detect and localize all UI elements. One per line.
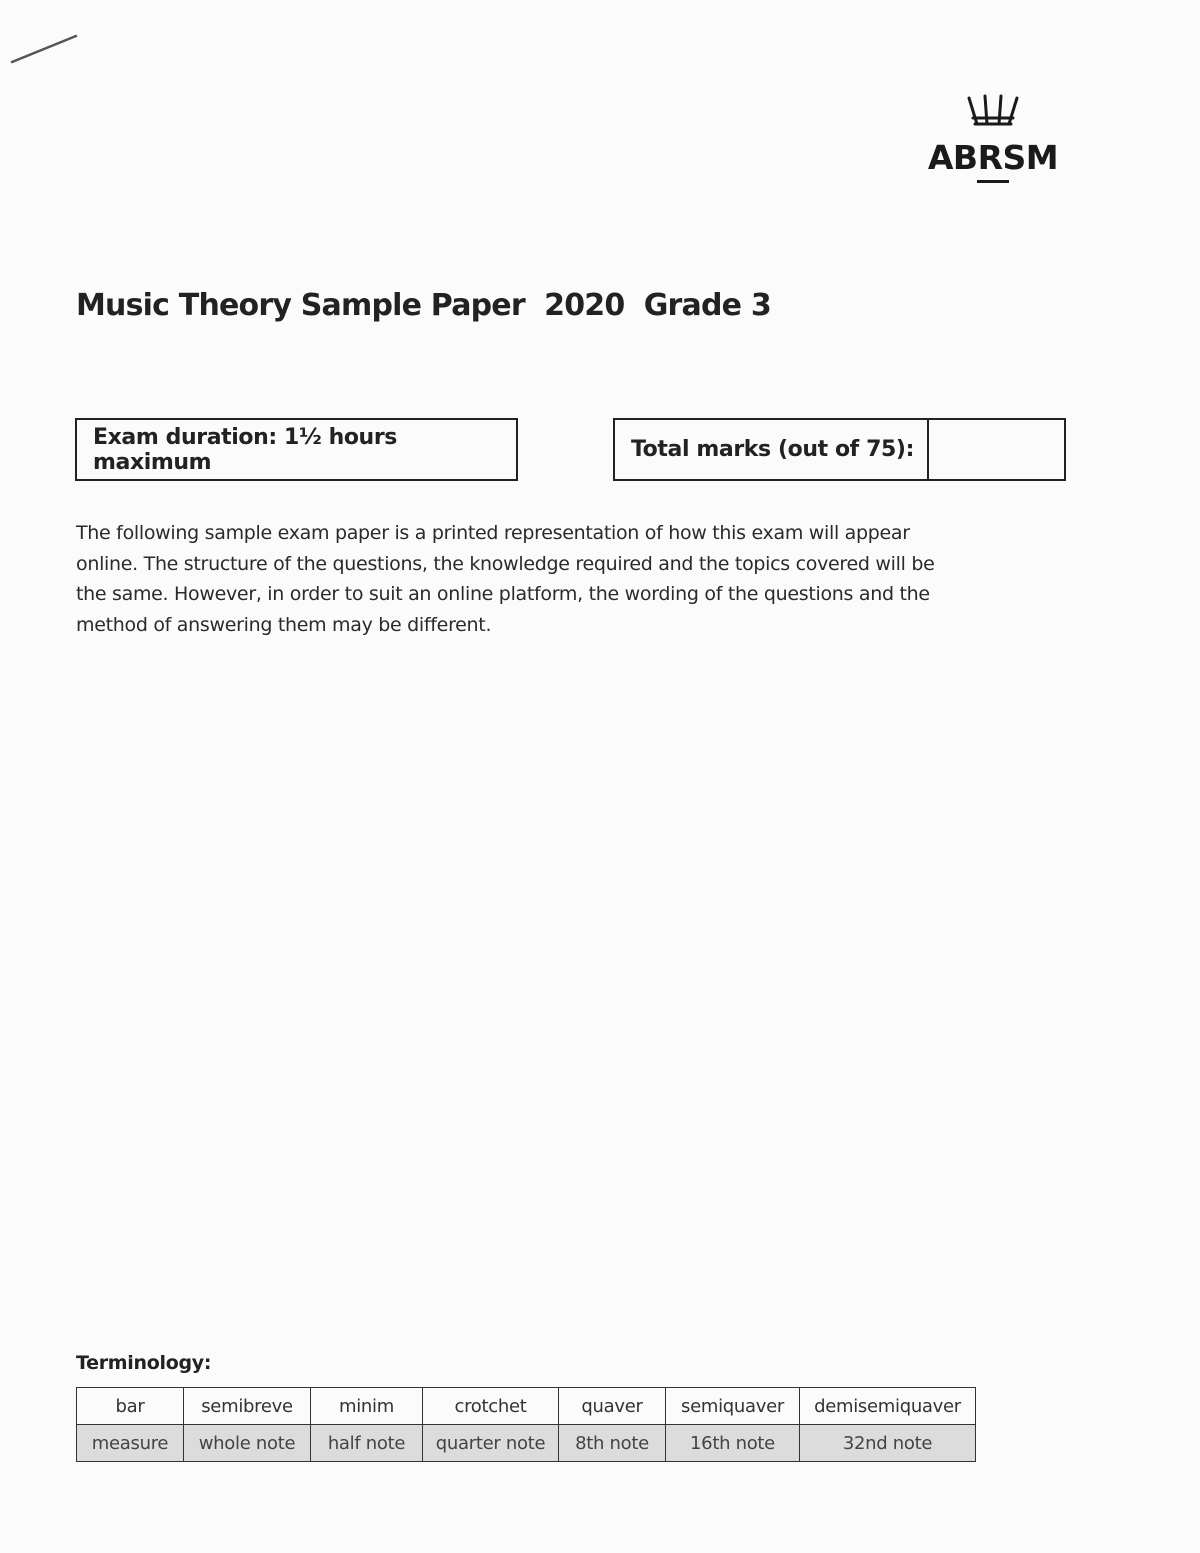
term-cell: crotchet — [423, 1388, 559, 1425]
terminology-heading: Terminology: — [76, 1352, 212, 1374]
term-cell: bar — [77, 1388, 184, 1425]
exam-duration-label: Exam duration: 1½ hours maximum — [93, 424, 397, 475]
term-cell: quaver — [559, 1388, 666, 1425]
term-cell: minim — [311, 1388, 423, 1425]
logo-underline — [977, 180, 1009, 183]
term-cell: 8th note — [559, 1425, 666, 1462]
intro-paragraph: The following sample exam paper is a printed representation of how this exam will appear online. The structure of the questions, the knowledge required and the topics covered will be the same. However, in order to suit an online platform, the wording of the questions and the method of answering them may be different. — [76, 522, 935, 636]
total-marks-box — [613, 418, 1066, 481]
page-title: Music Theory Sample Paper 2020 Grade 3 — [76, 288, 771, 323]
term-cell: demisemiquaver — [800, 1388, 976, 1425]
pen-mark — [10, 30, 80, 70]
term-cell: semiquaver — [666, 1388, 800, 1425]
term-cell: measure — [77, 1425, 184, 1462]
term-cell: whole note — [184, 1425, 311, 1462]
exam-duration-box — [75, 418, 518, 481]
crown-icon — [963, 92, 1023, 132]
term-cell: quarter note — [423, 1425, 559, 1462]
term-cell: half note — [311, 1425, 423, 1462]
abrsm-logo — [918, 92, 1068, 183]
terminology-table — [76, 1387, 976, 1462]
total-marks-label: Total marks (out of 75): — [631, 437, 914, 462]
term-cell: 32nd note — [800, 1425, 976, 1462]
total-marks-field[interactable] — [929, 420, 1064, 479]
logo-text: ABRSM — [927, 138, 1059, 177]
term-cell: 16th note — [666, 1425, 800, 1462]
terminology-us-row — [77, 1425, 976, 1462]
total-marks-label-cell — [615, 420, 929, 479]
terminology-uk-row — [77, 1388, 976, 1425]
term-cell: semibreve — [184, 1388, 311, 1425]
